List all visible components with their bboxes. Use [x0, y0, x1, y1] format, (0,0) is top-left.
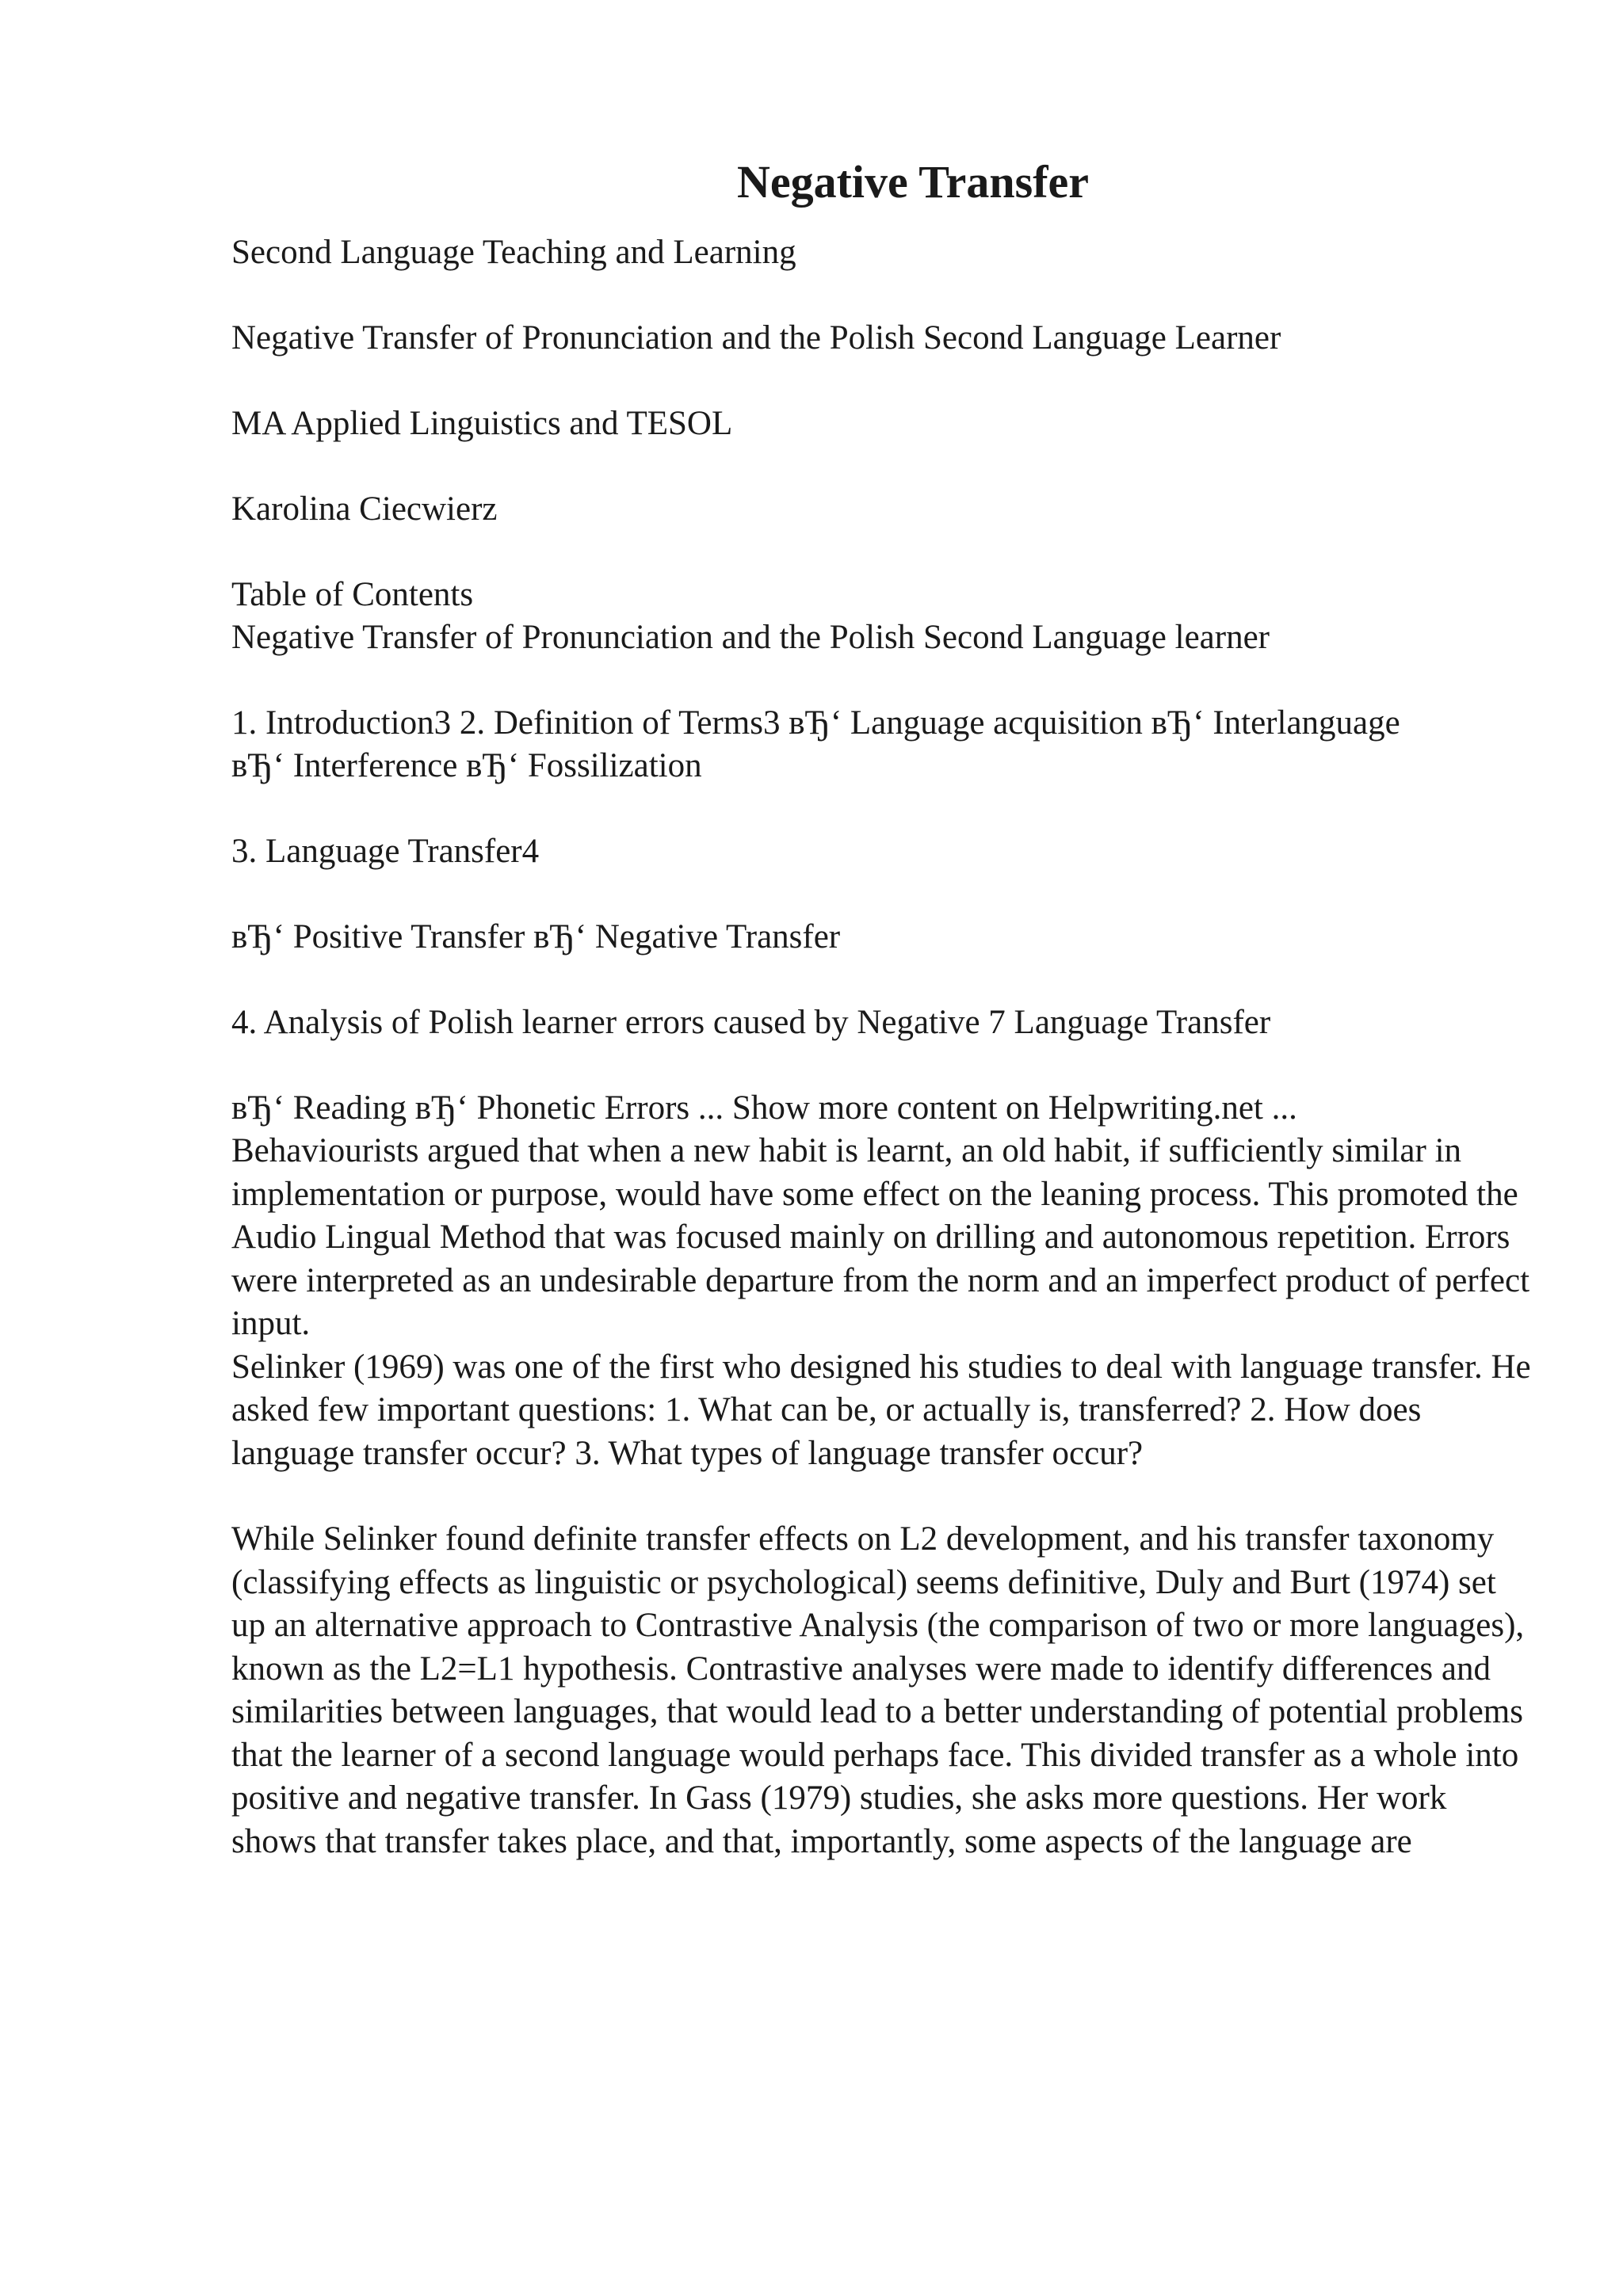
- spacer: [231, 959, 1531, 1001]
- spacer: [231, 1044, 1531, 1087]
- body-text: [231, 1130, 1531, 1863]
- spacer: [231, 274, 1531, 317]
- program-line: MA Applied Linguistics and TESOL: [231, 405, 733, 442]
- toc-item-3-sub: вЂ‘ Positive Transfer вЂ‘ Negative Transfer: [231, 918, 841, 955]
- course-line: Second Language Teaching and Learning: [231, 234, 796, 271]
- paragraph-behaviourists: Behaviourists argued that when a new habit is learnt, an old habit, if sufficiently similar in implementation or purpose, would have some effect on the leaning process. This promoted the Audio Lingual Method that was focused mainly on drilling and autonomous repetition. Errors were interpreted as an undesirable departure from the norm and an imperfect product of perfect input.: [231, 1132, 1530, 1342]
- toc-item-3: 3. Language Transfer4: [231, 833, 540, 870]
- spacer: [231, 531, 1531, 574]
- spacer: [231, 788, 1531, 830]
- paragraph-selinker: Selinker (1969) was one of the first who designed his studies to deal with language transfer. He asked few important questions: 1. What can be, or actually is, transferred? 2. How does language transfer occur? 3. What types of language transfer occur?: [231, 1348, 1531, 1472]
- toc-heading: Table of Contents: [231, 576, 474, 613]
- spacer: [231, 659, 1531, 702]
- document-page: [231, 151, 1531, 1863]
- toc-item-4-sub: вЂ‘ Reading вЂ‘ Phonetic Errors ... Show more content on Helpwriting.net ...: [231, 1089, 1297, 1127]
- spacer: [231, 445, 1531, 488]
- spacer: [231, 873, 1531, 916]
- author-line: Karolina Ciecwierz: [231, 490, 498, 528]
- document-title: Negative Transfer: [736, 156, 1089, 208]
- toc-item-1-line-b: вЂ‘ Interference вЂ‘ Fossilization: [231, 747, 702, 784]
- subtitle-line: Negative Transfer of Pronunciation and the Polish Second Language Learner: [231, 319, 1281, 357]
- paragraph-while-selinker: While Selinker found definite transfer effects on L2 development, and his transfer taxonomy (classifying effects as linguistic or psychological) seems definitive, Duly and Burt (1974) set up an alternative approach to Contrastive Analysis (the comparison of two or more languages), known as the L2=L1 hypothesis. Contrastive analyses were made to identify differences and similarities between languages, that would lead to a better understanding of potential problems that the learner of a second language would perhaps face. This divided transfer as a whole into positive and negative transfer. In Gass (1979) studies, she asks more questions. Her work shows that transfer takes place, and that, importantly, some aspects of the language are: [231, 1520, 1525, 1860]
- spacer: [231, 1475, 1531, 1518]
- spacer: [231, 360, 1531, 402]
- toc-item-1-line-a: 1. Introduction3 2. Definition of Terms3 вЂ‘ Language acquisition вЂ‘ Interlanguage: [231, 704, 1400, 742]
- toc-subheading: Negative Transfer of Pronunciation and the Polish Second Language learner: [231, 619, 1270, 656]
- toc-item-4: 4. Analysis of Polish learner errors caused by Negative 7 Language Transfer: [231, 1004, 1271, 1041]
